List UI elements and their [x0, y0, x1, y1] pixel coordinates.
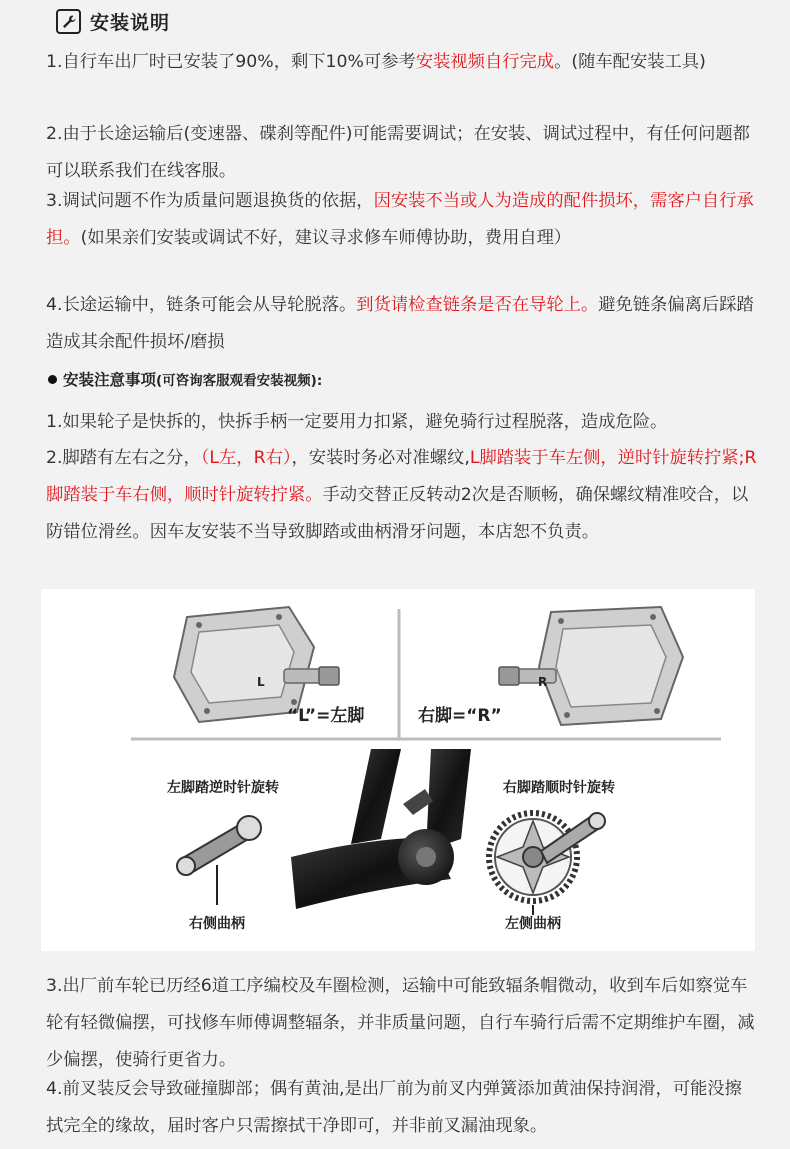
left-crank: [177, 816, 261, 905]
pedal-install-figure: [41, 589, 755, 951]
highlight-text: L脚踏装于车左侧，逆时针旋转拧紧;R脚踏装于车右侧，顺时针旋转拧紧。: [46, 448, 757, 505]
right-pedal-label: 右脚=“R”: [418, 706, 502, 726]
text: 避免链条偏离后踩踏造成其余配件损坏/磨损: [46, 295, 754, 352]
notes-subtitle: (可咨询客服观看安装视频):: [156, 373, 323, 389]
text: (如果亲们安装或调试不好，建议寻求修车师傅协助，费用自理）: [80, 228, 572, 248]
text: 2.脚踏有左右之分，: [46, 448, 201, 468]
notes-title: 安装注意事项: [63, 371, 157, 389]
right-pedal: [499, 607, 683, 725]
outro-paragraph-4: [46, 1071, 758, 1145]
section-header: [56, 8, 170, 35]
left-crank-label: 左侧曲柄: [505, 916, 561, 932]
page-title: 安装说明: [90, 12, 171, 34]
highlight-text: 安装视频自行完成: [415, 52, 555, 72]
figure-illustration: [41, 589, 755, 951]
right-crank-label: 右侧曲柄: [189, 916, 245, 932]
text: 3.调试问题不作为质量问题退换货的依据，: [46, 191, 374, 211]
wrench-icon: [56, 9, 81, 34]
left-pedal-letter: L: [257, 675, 265, 689]
outro-paragraph-3: [46, 968, 758, 1079]
intro-paragraph-4: [46, 287, 758, 361]
intro-paragraph-2: [46, 116, 758, 190]
left-rotation-label: 左脚踏逆时针旋转: [167, 780, 279, 796]
text: 4.长途运输中，链条可能会从导轮脱落。: [46, 295, 357, 315]
text: 1.自行车出厂时已安装了90%，剩下10%可参考: [46, 52, 416, 72]
text: 3.出厂前车轮已历经6道工序编校及车圈检测，运输中可能致辐条帽微动，收到车后如察觉车轮有轻微偏摆，可找修车师傅调整辐条，并非质量问题，自行车骑行后需不定期维护车圈，减少偏摆，使骑行更省力。: [46, 976, 755, 1070]
notes-paragraph-1: [46, 404, 758, 441]
bullet-icon: [48, 375, 57, 384]
text: 手动交替正反转动2次是否顺畅，确保螺纹精准咬合，以防错位滑丝。因车友安装不当导致脚踏或曲柄滑牙问题，本店恕不负责。: [46, 485, 749, 542]
notes-paragraph-2: [46, 440, 758, 551]
intro-paragraph-1: [46, 44, 758, 81]
highlight-text: 因安装不当或人为造成的配件损坏，需客户自行承担。: [46, 191, 754, 248]
highlight-text: 到货请检查链条是否在导轮上。: [356, 295, 599, 315]
intro-paragraph-3: [46, 183, 758, 257]
text: ，安装时务必对准螺纹,: [291, 448, 470, 468]
highlight-text: （L左，R右）: [200, 448, 292, 468]
notes-heading: [48, 368, 322, 390]
text: 4.前叉装反会导致碰撞脚部；偶有黄油,是出厂前为前叉内弹簧添加黄油保持润滑，可能没擦拭完全的缘故，届时客户只需擦拭干净即可，并非前叉漏油现象。: [46, 1079, 742, 1136]
text: 。(随车配安装工具): [554, 52, 706, 72]
right-chainring: [489, 813, 605, 915]
text: 1.如果轮子是快拆的，快拆手柄一定要用力扣紧，避免骑行过程脱落，造成危险。: [46, 412, 668, 432]
left-pedal-label: “L”=左脚: [287, 706, 365, 726]
right-pedal-letter: R: [538, 675, 548, 689]
right-rotation-label: 右脚踏顺时针旋转: [503, 780, 615, 796]
text: 2.由于长途运输后(变速器、碟刹等配件)可能需要调试；在安装、调试过程中，有任何问题都可以联系我们在线客服。: [46, 124, 750, 181]
